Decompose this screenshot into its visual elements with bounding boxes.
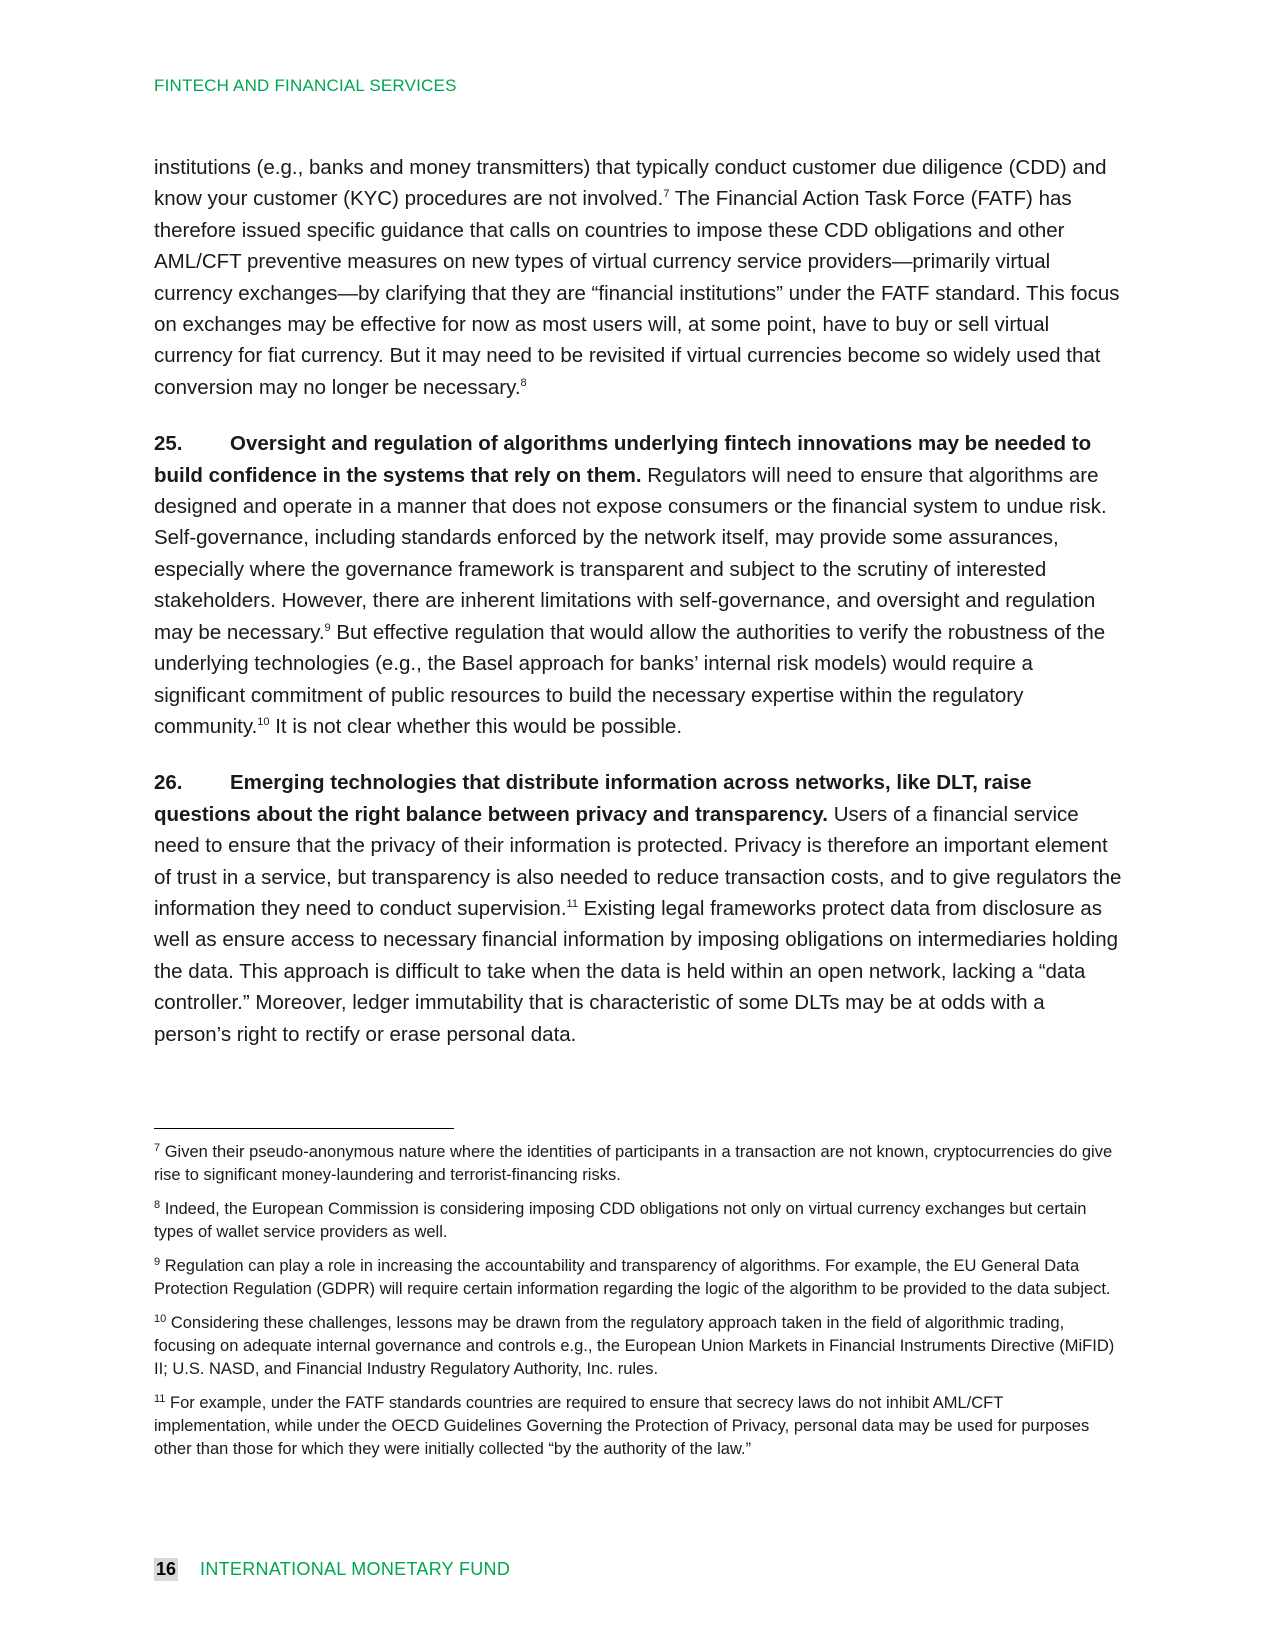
paragraph-text: The Financial Action Task Force (FATF) has therefore issued specific guidance that calls on countries to impose these CDD obligations and other AML/CFT preventive measures on new types of virtual currency service providers—primarily virtual currency exchanges—by clarifying that they are “financial institutions” under the FATF standard. This focus on exchanges may be effective for now as most users will, at some point, have to buy or sell virtual currency for fiat currency. But it may need to be revisited if virtual currencies become so widely used that conversion may no longer be necessary.: [154, 187, 1120, 399]
footnote-divider: [154, 1128, 454, 1129]
footnote-9: [154, 1255, 1124, 1301]
paragraph-text: Regulators will need to ensure that algorithms are designed and operate in a manner that does not expose consumers or the financial system to undue risk. Self-governance, including standards enforced by the network itself, may provide some assurances, especially where the governance framework is transparent and subject to the scrutiny of interested stakeholders. However, there are inherent limitations with self-governance, and oversight and regulation may be necessary.: [154, 463, 1107, 644]
paragraph-text: Users of a financial service need to ensure that the privacy of their information is protected. Privacy is therefore an important element of trust in a service, but transparency is also needed to reduce transaction costs, and to give regulators the information they need to conduct supervision.: [154, 802, 1122, 920]
footnote-text: Indeed, the European Commission is considering imposing CDD obligations not only on virtual currency exchanges but certain types of wallet service providers as well.: [154, 1200, 1087, 1241]
paragraph-text: institutions (e.g., banks and money transmitters) that typically conduct customer due diligence (CDD) and know your customer (KYC) procedures are not involved.: [154, 156, 1107, 211]
footnote-7: [154, 1141, 1124, 1187]
paragraph-lead: Emerging technologies that distribute information across networks, like DLT, raise questions about the right balance between privacy and transparency.: [154, 771, 1032, 826]
footnote-number: 9: [154, 1256, 161, 1268]
running-header: FINTECH AND FINANCIAL SERVICES: [154, 76, 457, 95]
footnote-ref[interactable]: 9: [324, 621, 331, 634]
paragraph-text: It is not clear whether this would be possible.: [269, 714, 683, 738]
footnote-ref[interactable]: 10: [257, 715, 270, 728]
footnote-number: 7: [154, 1142, 161, 1154]
paragraph-text: But effective regulation that would allow the authorities to verify the robustness of the underlying technologies (e.g., the Basel approach for banks’ internal risk models) would require a significant commitment of public resources to build the necessary expertise within the regulatory community.: [154, 620, 1106, 738]
footnote-8: [154, 1198, 1124, 1244]
footnote-text: Given their pseudo-anonymous nature where the identities of participants in a transaction are not known, cryptocurrencies do give rise to significant money-laundering and terrorist-financing risks.: [154, 1143, 1113, 1184]
footnote-ref[interactable]: 7: [663, 188, 670, 201]
page-number: 16: [156, 1559, 177, 1579]
paragraph-lead: Oversight and regulation of algorithms underlying fintech innovations may be needed to build confidence in the systems that rely on them.: [154, 432, 1092, 487]
footnote-10: [154, 1312, 1124, 1381]
paragraph-26: [154, 767, 1124, 1050]
footnote-number: 11: [154, 1393, 166, 1405]
footnote-ref[interactable]: 11: [566, 897, 578, 910]
paragraph-number: 26.: [154, 771, 183, 795]
paragraph-number: 25.: [154, 432, 183, 456]
footer-organization: INTERNATIONAL MONETARY FUND: [200, 1559, 511, 1579]
paragraph-25: [154, 428, 1124, 742]
footnote-11: [154, 1392, 1124, 1461]
footnote-number: 8: [154, 1199, 161, 1211]
footnote-text: Regulation can play a role in increasing the accountability and transparency of algorithms. For example, the EU General Data Protection Regulation (GDPR) will require certain information regarding the logic of the algorithm to be provided to the data subject.: [154, 1257, 1111, 1298]
footnote-text: For example, under the FATF standards countries are required to ensure that secrecy laws do not inhibit AML/CFT implementation, while under the OECD Guidelines Governing the Protection of Privacy, personal data may be used for purposes other than those for which they were initially collected “by the authority of the law.”: [154, 1394, 1090, 1458]
footnote-number: 10: [154, 1313, 167, 1325]
footnotes: [154, 1141, 1124, 1472]
paragraph-continued: [154, 152, 1124, 403]
page-footer: [154, 1558, 510, 1581]
footnote-ref[interactable]: 8: [520, 376, 527, 389]
paragraph-text: Existing legal frameworks protect data from disclosure as well as ensure access to necessary financial information by imposing obligations on intermediaries holding the data. This approach is difficult to take when the data is held within an open network, lacking a “data controller.” Moreover, ledger immutability that is characteristic of some DLTs may be at odds with a person’s right to rectify or erase personal data.: [154, 896, 1119, 1046]
body-text: [154, 152, 1124, 1075]
footnote-text: Considering these challenges, lessons may be drawn from the regulatory approach taken in the field of algorithmic trading, focusing on adequate internal governance and controls e.g., the European Union Markets in Financial Instruments Directive (MiFID) II; U.S. NASD, and Financial Industry Regulatory Authority, Inc. rules.: [154, 1314, 1115, 1378]
